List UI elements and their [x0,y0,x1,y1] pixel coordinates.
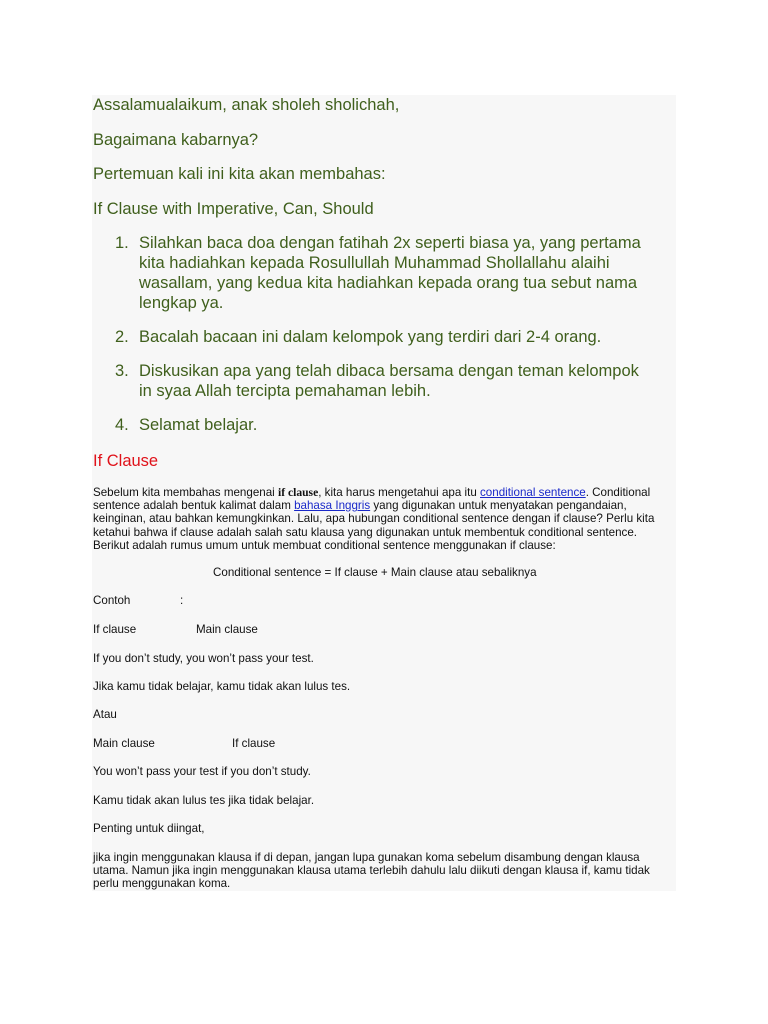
step-text: Bacalah bacaan ini dalam kelompok yang terdiri dari 2-4 orang. [139,328,602,346]
topic-title: If Clause with Imperative, Can, Should [93,200,374,218]
intro-paragraph [93,486,673,552]
bahasa-inggris-link[interactable]: bahasa Inggris [294,499,371,513]
text-run: . Conditional sentence adalah bentuk kalimat dalam [93,486,651,513]
example-english-1: If you don’t study, you won’t pass your test. [93,652,314,665]
step-number: 4. [115,416,129,434]
contoh-colon: : [180,594,184,607]
final-paragraph: jika ingin menggunakan klausa if di depan, jangan lupa gunakan koma sebelum disambung dengan klausa utama. Namun jika ingin menggunakan klausa utama terlebih dahulu lalu diikuti dengan klausa if, kamu tidak perlu menggunakan koma. [93,851,650,891]
column-if-clause: If clause [93,623,137,636]
bold-term: if clause [277,486,319,499]
list-item [93,361,653,401]
column-if-clause: If clause [232,737,276,750]
question: Bagaimana kabarnya? [93,131,259,149]
step-text: Selamat belajar. [139,416,258,434]
list-item [93,415,653,435]
example-indonesian-2: Kamu tidak akan lulus tes jika tidak belajar. [93,794,315,807]
step-text: Diskusikan apa yang telah dibaca bersama dengan teman kelompok in syaa Allah tercipta pemahaman lebih. [139,362,639,400]
list-item [93,233,653,313]
topic-intro: Pertemuan kali ini kita akan membahas: [93,165,386,183]
list-item [93,327,653,347]
example-indonesian-1: Jika kamu tidak belajar, kamu tidak akan lulus tes. [93,680,351,693]
atau-label: Atau [93,708,117,721]
step-number: 1. [115,234,129,252]
step-text: Silahkan baca doa dengan fatihah 2x seperti biasa ya, yang pertama kita hadiahkan kepada Rosullullah Muhammad Shollallahu alaihi wasallam, yang kedua kita hadiahkan kepada orang tua sebut nama lengkap ya. [139,234,641,312]
column-main-clause: Main clause [93,737,155,750]
conditional-sentence-link[interactable]: conditional sentence [480,486,586,499]
column-main-clause: Main clause [196,623,258,636]
formula: Conditional sentence = If clause + Main clause atau sebaliknya [213,566,537,579]
penting-label: Penting untuk diingat, [93,822,205,835]
greeting: Assalamualaikum, anak sholeh sholichah, [93,96,400,114]
steps-list [93,233,653,449]
step-number: 2. [115,328,129,346]
text-run: , kita harus mengetahui apa itu [318,486,480,499]
example-english-2: You won’t pass your test if you don’t study. [93,765,311,778]
contoh-label: Contoh [93,594,131,607]
text-run: Sebelum kita membahas mengenai [93,486,278,499]
text-run: yang digunakan untuk menyatakan pengandaian, keinginan, atau bahkan kemungkinkan. Lalu, apa hubungan conditional sentence dengan if clause? Perlu kita ketahui bahwa if clause adalah salah satu klausa yang digunakan untuk membentuk conditional sentence. Berikut adalah rumus umum untuk membuat conditional sentence menggunakan if clause: [93,499,655,552]
step-number: 3. [115,362,129,380]
section-title: If Clause [93,452,159,470]
